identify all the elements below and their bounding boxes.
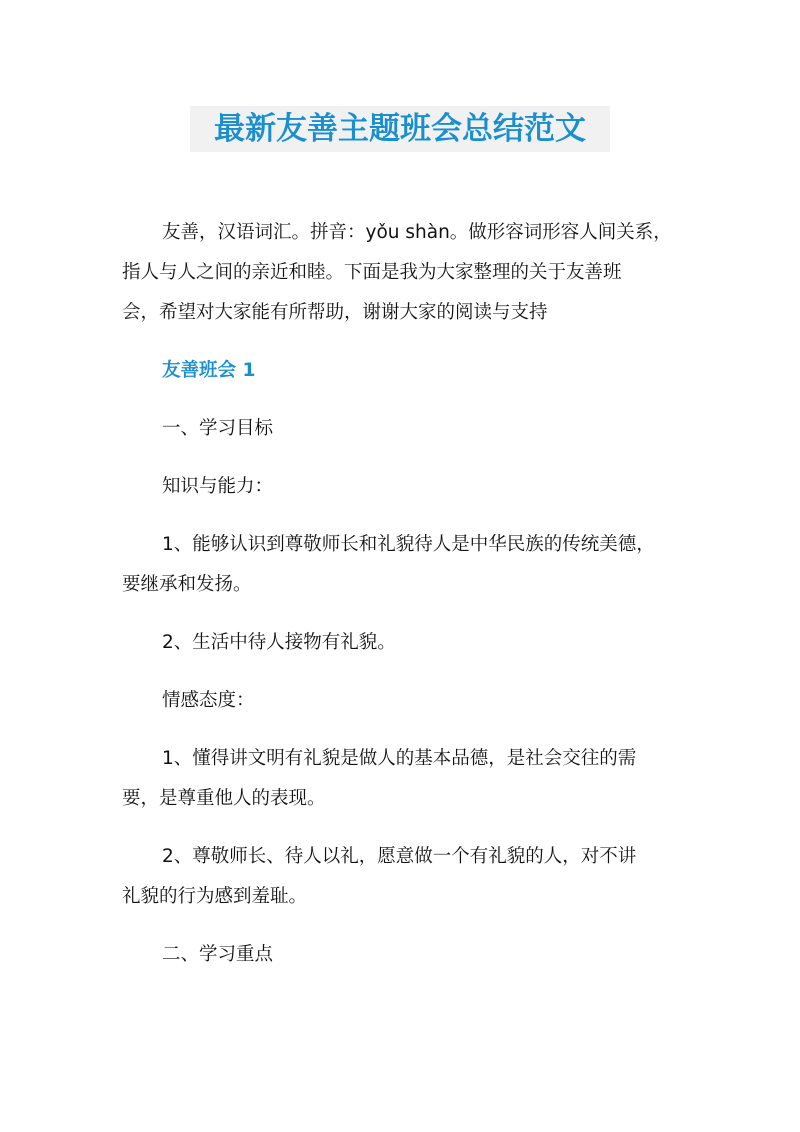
paragraph: [122, 935, 702, 975]
section-heading: [122, 351, 702, 391]
text-line: 友善，汉语词汇。拼音：yǒu shàn。做形容词形容人间关系，: [162, 222, 672, 243]
text-line: 要，是尊重他人的表现。: [122, 788, 326, 809]
document-title: 最新友善主题班会总结范文: [190, 106, 610, 152]
paragraph: [122, 681, 702, 721]
text-line: 2、生活中待人接物有礼貌。: [162, 632, 396, 653]
paragraph: [122, 409, 702, 449]
text-line: 要继承和发扬。: [122, 574, 252, 595]
text-line: 情感态度：: [162, 690, 255, 711]
paragraph: [122, 467, 702, 507]
text-line: 2、尊敬师长、待人以礼，愿意做一个有礼貌的人，对不讲: [162, 846, 637, 867]
document-body: [122, 213, 702, 993]
text-line: 1、懂得讲文明有礼貌是做人的基本品德，是社会交往的需: [162, 748, 637, 769]
text-line: 礼貌的行为感到羞耻。: [122, 886, 308, 907]
text-line: 1、能够认识到尊敬师长和礼貌待人是中华民族的传统美德，: [162, 534, 655, 555]
text-line: 指人与人之间的亲近和睦。下面是我为大家整理的关于友善班: [122, 262, 622, 283]
paragraph: [122, 623, 702, 663]
text-line: 知识与能力：: [162, 476, 274, 497]
text-line: 一、学习目标: [162, 418, 274, 439]
paragraph: [122, 837, 702, 917]
paragraph: [122, 739, 702, 819]
text-line: 二、学习重点: [162, 944, 274, 965]
text-line: 会，希望对大家能有所帮助，谢谢大家的阅读与支持: [122, 302, 548, 323]
paragraph: [122, 525, 702, 605]
text-line: 友善班会 1: [162, 360, 256, 381]
paragraph: [122, 213, 702, 333]
